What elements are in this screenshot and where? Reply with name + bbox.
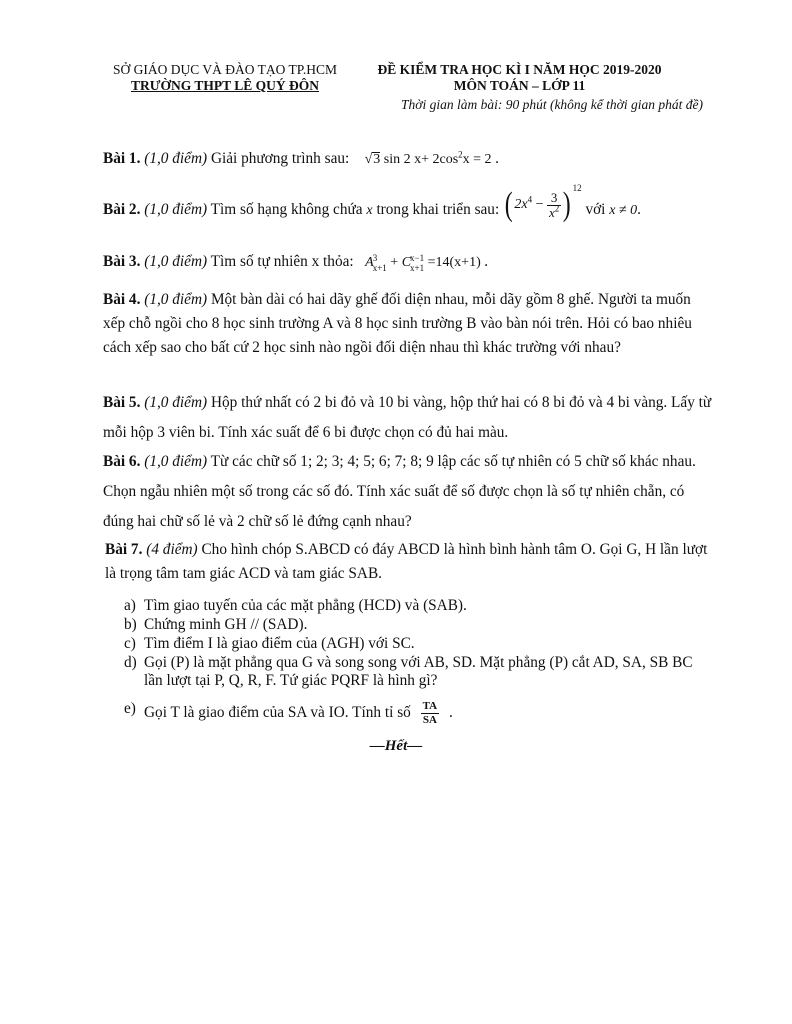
problem-1: Bài 1. (1,0 điểm) Giải phương trình sau: √3 sin 2 $x+ 2\cos^2x = 2$ . bbox=[103, 149, 499, 167]
item-label: a) bbox=[124, 597, 136, 614]
problem-label: Bài 7. bbox=[105, 541, 143, 558]
exam-title: ĐỀ KIỂM TRA HỌC KÌ I NĂM HỌC 2019-2020 bbox=[377, 62, 662, 77]
item-label: d) bbox=[124, 654, 137, 671]
eq2-pow: 4 bbox=[527, 195, 533, 206]
problem-text-2: trong khai triển sau: bbox=[376, 201, 500, 218]
problem-points: (1,0 điểm) bbox=[144, 394, 208, 411]
problem-text: Giải phương trình sau: bbox=[210, 150, 350, 167]
equation-3 bbox=[365, 252, 484, 273]
sqrt-radicand: 3 bbox=[373, 152, 381, 167]
eq2-exponent: 12 bbox=[572, 183, 582, 194]
item-text: Tìm giao tuyến của các mặt phẳng (HCD) và (SAB). bbox=[144, 597, 467, 614]
problem-text: Một bàn dài có hai dãy ghế đối diện nhau, mỗi dãy gồm 8 ghế. Người ta muốn xếp chỗ ngồi cho 8 học sinh trường A và 8 học sinh trường B vào bàn nói trên. Hỏi có bao nhiêu cách xếp sao cho bất cứ 2 học sinh nào ngồi đối diện nhau thì khác trường với nhau? bbox=[103, 291, 692, 356]
ratio-fraction bbox=[421, 700, 439, 727]
eq3-plus: + bbox=[390, 255, 399, 270]
ratio-denominator: SA bbox=[422, 714, 437, 726]
equation-1 bbox=[364, 149, 496, 167]
eq3-A-sub: x+1 bbox=[372, 262, 387, 273]
problem-points: (1,0 điểm) bbox=[144, 253, 208, 270]
problem-points: (4 điểm) bbox=[146, 541, 198, 558]
left-paren-icon: ( bbox=[504, 186, 513, 224]
list-item bbox=[124, 597, 714, 615]
problem-text-3: với bbox=[585, 201, 606, 218]
equation-2 bbox=[503, 183, 582, 224]
eq3-C-sup: x−1 bbox=[410, 252, 425, 263]
problem-points: (1,0 điểm) bbox=[144, 291, 208, 308]
list-item bbox=[124, 635, 714, 653]
eq3-A-sup: 3 bbox=[372, 252, 378, 263]
list-item bbox=[124, 654, 714, 690]
problem-label: Bài 4. bbox=[103, 291, 141, 308]
exam-subject: MÔN TOÁN – LỚP 11 bbox=[453, 78, 586, 93]
eq3-C: C bbox=[401, 255, 412, 270]
problem-label: Bài 6. bbox=[103, 453, 141, 470]
problem-7 bbox=[105, 538, 715, 586]
item-text: Chứng minh GH // (SAD). bbox=[144, 616, 308, 633]
list-item bbox=[124, 616, 714, 634]
problem-3: Bài 3. (1,0 điểm) Tìm số tự nhiên x thỏa: A 3 x+1 + C x−1 x+1 =14(x+1) . bbox=[103, 252, 489, 273]
eq1-square: 2 bbox=[458, 149, 463, 160]
eq2-numerator: 3 bbox=[547, 191, 561, 206]
problem-label: Bài 2. bbox=[103, 201, 141, 218]
eq2-term: 2x bbox=[514, 197, 528, 213]
problem-points: (1,0 điểm) bbox=[144, 150, 208, 167]
problem-text: Hộp thứ nhất có 2 bi đỏ và 10 bi vàng, hộp thứ hai có 8 bi đỏ và 4 bi vàng. Lấy từ mỗi hộp 3 viên bi. Tính xác suất để 6 bi được chọn có đủ hai màu. bbox=[103, 394, 712, 441]
right-paren-icon: ) bbox=[562, 186, 571, 224]
problem-points: (1,0 điểm) bbox=[144, 453, 208, 470]
eq2-minus: − bbox=[535, 197, 544, 213]
ratio-numerator: TA bbox=[422, 700, 438, 712]
eq3-A: A bbox=[365, 255, 374, 270]
eq2-fraction bbox=[547, 191, 561, 220]
eq2-denominator: x bbox=[549, 204, 555, 220]
eq3-C-sub: x+1 bbox=[410, 262, 425, 273]
problem-2: Bài 2. (1,0 điểm) Tìm số hạng không chứa x trong khai triển sau: ( $2x^4$ − $\frac{3}{x^2}$ ) $^{12}$ với x ≠ 0. bbox=[103, 183, 641, 224]
problem-text: Tìm số hạng không chứa bbox=[210, 201, 363, 218]
problem-5 bbox=[103, 388, 713, 448]
exam-header bbox=[0, 62, 792, 122]
eq3-rhs: =14(x+1) bbox=[427, 255, 481, 270]
time-note: Thời gian làm bài: 90 phút (không kể thời gian phát đề) bbox=[400, 97, 703, 112]
problem-text: Từ các chữ số 1; 2; 3; 4; 5; 6; 7; 8; 9 lập các số tự nhiên có 5 chữ số khác nhau. Chọn ngẫu nhiên một số trong các số đó. Tính xác suất để số được chọn là số tự nhiên chẵn, có đúng hai chữ số lẻ và 2 chữ số lẻ đứng cạnh nhau? bbox=[103, 453, 696, 530]
eq1-end: x = 2 bbox=[462, 152, 492, 167]
variable-x: x bbox=[366, 203, 373, 218]
problem-4 bbox=[103, 288, 713, 360]
problem-points: (1,0 điểm) bbox=[144, 201, 208, 218]
item-label: c) bbox=[124, 635, 136, 652]
problem-6 bbox=[103, 447, 713, 537]
sqrt-sign-icon: √ bbox=[364, 152, 373, 167]
problem-text: Tìm số tự nhiên x thỏa: bbox=[210, 253, 354, 270]
list-item: e) Gọi T là giao điểm của SA và IO. Tính tỉ số $\frac{TA}{SA}$ . bbox=[124, 700, 453, 726]
end-marker: —Hết— bbox=[369, 738, 423, 754]
item-text: Gọi T là giao điểm của SA và IO. Tính tỉ số bbox=[144, 704, 411, 722]
problem-label: Bài 3. bbox=[103, 253, 141, 270]
eq2-condition: x ≠ 0 bbox=[609, 203, 638, 218]
problem-label: Bài 1. bbox=[103, 150, 141, 167]
eq2-den-pow: 2 bbox=[554, 203, 560, 214]
eq1-terms: sin 2 x+ 2cos bbox=[383, 152, 459, 167]
item-text: Gọi (P) là mặt phẳng qua G và song song với AB, SD. Mặt phẳng (P) cắt AD, SA, SB BC lần lượt tại P, Q, R, F. Tứ giác PQRF là hình gì? bbox=[144, 654, 693, 689]
problem-text: Cho hình chóp S.ABCD có đáy ABCD là hình bình hành tâm O. Gọi G, H lần lượt là trọng tâm tam giác ACD và tam giác SAB. bbox=[105, 541, 708, 582]
item-label: e) bbox=[124, 700, 136, 717]
department-name: SỞ GIÁO DỤC VÀ ĐÀO TẠO TP.HCM bbox=[113, 62, 337, 77]
item-label: b) bbox=[124, 616, 137, 633]
problem-label: Bài 5. bbox=[103, 394, 141, 411]
problem-7-parts bbox=[124, 597, 714, 728]
school-name: TRƯỜNG THPT LÊ QUÝ ĐÔN bbox=[130, 78, 320, 93]
item-text: Tìm điểm I là giao điểm của (AGH) với SC. bbox=[144, 635, 415, 652]
